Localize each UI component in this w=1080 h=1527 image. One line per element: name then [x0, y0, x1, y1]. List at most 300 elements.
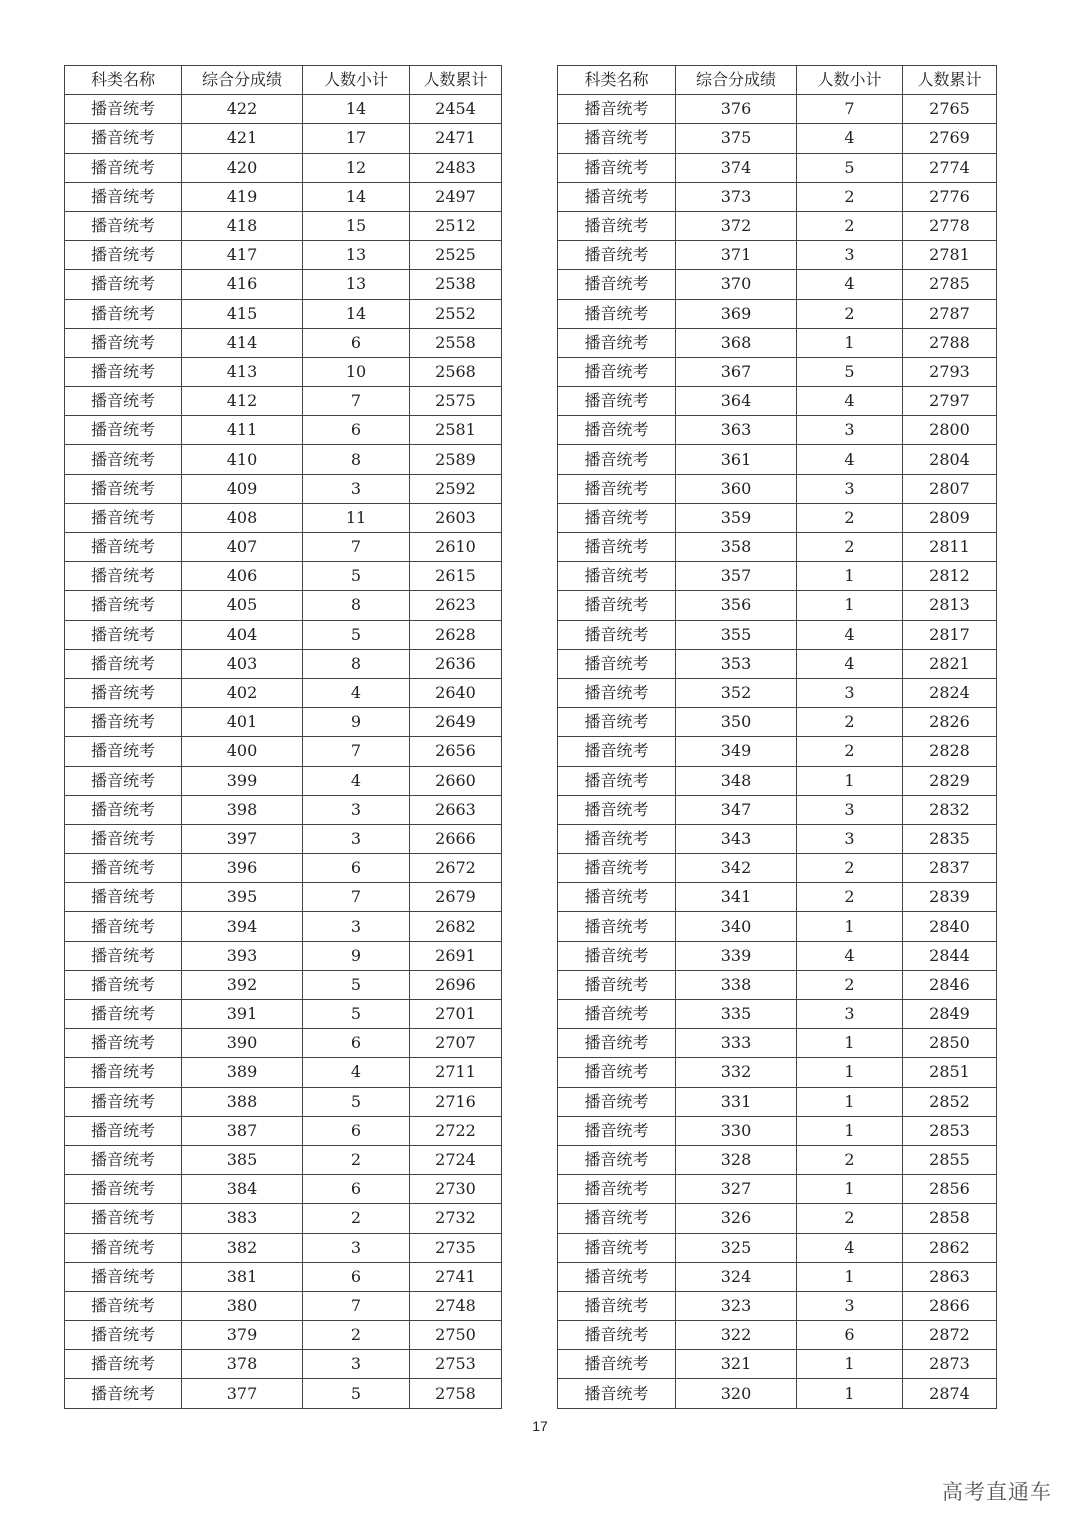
header-count: 人数小计 [303, 66, 410, 95]
cell-category: 播音统考 [65, 182, 182, 211]
table-row [558, 912, 997, 941]
table-body-right [558, 95, 997, 1408]
cell-cumulative: 2866 [903, 1291, 997, 1320]
cell-count: 4 [797, 649, 903, 678]
table-header-row [65, 66, 502, 95]
cell-category: 播音统考 [65, 1000, 182, 1029]
cell-score: 332 [676, 1058, 797, 1087]
cell-count: 13 [303, 270, 410, 299]
cell-category: 播音统考 [65, 591, 182, 620]
table-row [65, 591, 502, 620]
cell-count: 7 [303, 387, 410, 416]
cell-category: 播音统考 [65, 649, 182, 678]
table-row [558, 708, 997, 737]
header-category: 科类名称 [558, 66, 676, 95]
cell-score: 383 [182, 1204, 303, 1233]
cell-count: 1 [797, 1116, 903, 1145]
table-row [65, 241, 502, 270]
cell-category: 播音统考 [65, 474, 182, 503]
cell-count: 2 [797, 883, 903, 912]
cell-score: 376 [676, 95, 797, 124]
table-row [65, 1321, 502, 1350]
table-row [558, 1145, 997, 1174]
table-row [65, 766, 502, 795]
cell-cumulative: 2829 [903, 766, 997, 795]
table-row [558, 124, 997, 153]
table-row [65, 211, 502, 240]
cell-score: 352 [676, 678, 797, 707]
cell-cumulative: 2724 [410, 1145, 502, 1174]
cell-cumulative: 2788 [903, 328, 997, 357]
cell-category: 播音统考 [65, 299, 182, 328]
cell-score: 422 [182, 95, 303, 124]
cell-score: 348 [676, 766, 797, 795]
cell-score: 396 [182, 854, 303, 883]
table-row [558, 591, 997, 620]
table-row [558, 883, 997, 912]
cell-category: 播音统考 [65, 1321, 182, 1350]
cell-category: 播音统考 [558, 678, 676, 707]
cell-category: 播音统考 [65, 241, 182, 270]
cell-score: 385 [182, 1145, 303, 1174]
cell-cumulative: 2454 [410, 95, 502, 124]
cell-count: 7 [303, 1291, 410, 1320]
table-row [558, 1204, 997, 1233]
table-row [65, 1058, 502, 1087]
cell-score: 367 [676, 357, 797, 386]
cell-category: 播音统考 [558, 474, 676, 503]
table-row [65, 1262, 502, 1291]
cell-score: 330 [676, 1116, 797, 1145]
cell-count: 6 [303, 416, 410, 445]
cell-cumulative: 2785 [903, 270, 997, 299]
cell-score: 412 [182, 387, 303, 416]
cell-count: 1 [797, 1262, 903, 1291]
table-row [65, 649, 502, 678]
cell-count: 2 [797, 708, 903, 737]
cell-cumulative: 2839 [903, 883, 997, 912]
cell-cumulative: 2750 [410, 1321, 502, 1350]
cell-category: 播音统考 [65, 1029, 182, 1058]
table-row [65, 1291, 502, 1320]
table-row [65, 1087, 502, 1116]
cell-category: 播音统考 [558, 941, 676, 970]
table-row [558, 445, 997, 474]
cell-count: 1 [797, 912, 903, 941]
cell-score: 392 [182, 970, 303, 999]
cell-cumulative: 2701 [410, 1000, 502, 1029]
cell-category: 播音统考 [558, 1175, 676, 1204]
cell-count: 15 [303, 211, 410, 240]
cell-count: 3 [303, 1350, 410, 1379]
cell-score: 321 [676, 1350, 797, 1379]
table-row [65, 883, 502, 912]
table-row [65, 737, 502, 766]
cell-score: 339 [676, 941, 797, 970]
cell-category: 播音统考 [65, 854, 182, 883]
cell-cumulative: 2660 [410, 766, 502, 795]
table-row [65, 270, 502, 299]
cell-score: 325 [676, 1233, 797, 1262]
cell-score: 342 [676, 854, 797, 883]
cell-category: 播音统考 [558, 328, 676, 357]
cell-cumulative: 2832 [903, 795, 997, 824]
cell-cumulative: 2835 [903, 824, 997, 853]
cell-count: 3 [303, 795, 410, 824]
cell-category: 播音统考 [65, 795, 182, 824]
cell-count: 7 [303, 883, 410, 912]
cell-count: 5 [303, 562, 410, 591]
cell-score: 415 [182, 299, 303, 328]
cell-cumulative: 2828 [903, 737, 997, 766]
cell-score: 368 [676, 328, 797, 357]
table-row [65, 503, 502, 532]
cell-count: 3 [303, 1233, 410, 1262]
table-row [65, 1379, 502, 1408]
cell-score: 331 [676, 1087, 797, 1116]
cell-count: 4 [797, 941, 903, 970]
cell-cumulative: 2610 [410, 533, 502, 562]
cell-category: 播音统考 [558, 1204, 676, 1233]
cell-count: 4 [303, 678, 410, 707]
cell-count: 1 [797, 1379, 903, 1408]
cell-category: 播音统考 [558, 1379, 676, 1408]
cell-cumulative: 2722 [410, 1116, 502, 1145]
cell-score: 327 [676, 1175, 797, 1204]
table-row [65, 1029, 502, 1058]
cell-count: 6 [797, 1321, 903, 1350]
cell-cumulative: 2769 [903, 124, 997, 153]
table-row [558, 649, 997, 678]
cell-cumulative: 2581 [410, 416, 502, 445]
cell-cumulative: 2732 [410, 1204, 502, 1233]
cell-score: 418 [182, 211, 303, 240]
table-row [558, 503, 997, 532]
cell-category: 播音统考 [65, 1350, 182, 1379]
cell-cumulative: 2774 [903, 153, 997, 182]
cell-count: 14 [303, 299, 410, 328]
table-row [65, 1233, 502, 1262]
cell-count: 5 [303, 1000, 410, 1029]
cell-count: 4 [797, 387, 903, 416]
cell-count: 2 [797, 737, 903, 766]
cell-score: 326 [676, 1204, 797, 1233]
cell-cumulative: 2753 [410, 1350, 502, 1379]
cell-score: 410 [182, 445, 303, 474]
table-row [65, 328, 502, 357]
cell-category: 播音统考 [65, 95, 182, 124]
cell-count: 6 [303, 1116, 410, 1145]
cell-score: 355 [676, 620, 797, 649]
cell-count: 6 [303, 1262, 410, 1291]
header-count: 人数小计 [797, 66, 903, 95]
watermark-text: 高考直通车 [942, 1480, 1052, 1504]
cell-cumulative: 2707 [410, 1029, 502, 1058]
cell-count: 13 [303, 241, 410, 270]
cell-count: 1 [797, 1175, 903, 1204]
cell-cumulative: 2666 [410, 824, 502, 853]
cell-cumulative: 2589 [410, 445, 502, 474]
cell-cumulative: 2615 [410, 562, 502, 591]
cell-score: 320 [676, 1379, 797, 1408]
table-row [65, 1145, 502, 1174]
cell-score: 388 [182, 1087, 303, 1116]
cell-count: 1 [797, 1087, 903, 1116]
table-row [558, 1116, 997, 1145]
cell-category: 播音统考 [558, 416, 676, 445]
cell-cumulative: 2844 [903, 941, 997, 970]
cell-score: 399 [182, 766, 303, 795]
cell-count: 1 [797, 766, 903, 795]
cell-score: 324 [676, 1262, 797, 1291]
cell-cumulative: 2623 [410, 591, 502, 620]
cell-score: 409 [182, 474, 303, 503]
cell-count: 2 [797, 854, 903, 883]
cell-count: 4 [797, 445, 903, 474]
table-row [558, 941, 997, 970]
cell-score: 358 [676, 533, 797, 562]
cell-count: 3 [797, 241, 903, 270]
cell-category: 播音统考 [558, 1029, 676, 1058]
cell-score: 323 [676, 1291, 797, 1320]
cell-count: 5 [797, 357, 903, 386]
cell-category: 播音统考 [558, 124, 676, 153]
cell-cumulative: 2538 [410, 270, 502, 299]
cell-cumulative: 2824 [903, 678, 997, 707]
table-row [558, 416, 997, 445]
cell-score: 350 [676, 708, 797, 737]
cell-count: 6 [303, 1029, 410, 1058]
cell-cumulative: 2851 [903, 1058, 997, 1087]
cell-count: 14 [303, 95, 410, 124]
cell-count: 9 [303, 708, 410, 737]
table-row [558, 1233, 997, 1262]
table-row [558, 1262, 997, 1291]
cell-count: 6 [303, 328, 410, 357]
cell-count: 4 [303, 766, 410, 795]
cell-category: 播音统考 [65, 211, 182, 240]
cell-cumulative: 2603 [410, 503, 502, 532]
cell-count: 11 [303, 503, 410, 532]
cell-cumulative: 2592 [410, 474, 502, 503]
cell-score: 360 [676, 474, 797, 503]
cell-count: 4 [303, 1058, 410, 1087]
cell-score: 357 [676, 562, 797, 591]
table-row [65, 387, 502, 416]
cell-count: 3 [303, 824, 410, 853]
cell-score: 341 [676, 883, 797, 912]
cell-count: 10 [303, 357, 410, 386]
table-row [558, 357, 997, 386]
cell-category: 播音统考 [558, 912, 676, 941]
cell-count: 14 [303, 182, 410, 211]
cell-count: 4 [797, 1233, 903, 1262]
cell-score: 382 [182, 1233, 303, 1262]
cell-cumulative: 2797 [903, 387, 997, 416]
cell-count: 7 [303, 737, 410, 766]
cell-cumulative: 2817 [903, 620, 997, 649]
cell-cumulative: 2855 [903, 1145, 997, 1174]
cell-score: 401 [182, 708, 303, 737]
cell-score: 363 [676, 416, 797, 445]
cell-score: 417 [182, 241, 303, 270]
cell-category: 播音统考 [65, 1058, 182, 1087]
table-row [65, 678, 502, 707]
cell-category: 播音统考 [558, 970, 676, 999]
cell-cumulative: 2497 [410, 182, 502, 211]
cell-cumulative: 2776 [903, 182, 997, 211]
cell-score: 411 [182, 416, 303, 445]
table-row [558, 153, 997, 182]
cell-score: 390 [182, 1029, 303, 1058]
table-row [65, 824, 502, 853]
cell-count: 2 [303, 1145, 410, 1174]
cell-cumulative: 2874 [903, 1379, 997, 1408]
cell-count: 2 [797, 1145, 903, 1174]
cell-count: 2 [797, 503, 903, 532]
cell-cumulative: 2649 [410, 708, 502, 737]
table-row [558, 1058, 997, 1087]
cell-cumulative: 2512 [410, 211, 502, 240]
cell-category: 播音统考 [558, 95, 676, 124]
header-score: 综合分成绩 [182, 66, 303, 95]
cell-cumulative: 2862 [903, 1233, 997, 1262]
cell-score: 397 [182, 824, 303, 853]
cell-score: 421 [182, 124, 303, 153]
cell-score: 393 [182, 941, 303, 970]
cell-cumulative: 2672 [410, 854, 502, 883]
table-row [558, 1379, 997, 1408]
cell-cumulative: 2558 [410, 328, 502, 357]
cell-cumulative: 2471 [410, 124, 502, 153]
cell-score: 378 [182, 1350, 303, 1379]
cell-cumulative: 2840 [903, 912, 997, 941]
cell-category: 播音统考 [558, 649, 676, 678]
cell-score: 403 [182, 649, 303, 678]
cell-count: 3 [797, 1000, 903, 1029]
table-row [65, 854, 502, 883]
cell-category: 播音统考 [558, 620, 676, 649]
table-row [558, 474, 997, 503]
cell-count: 3 [797, 416, 903, 445]
cell-score: 407 [182, 533, 303, 562]
cell-category: 播音统考 [65, 562, 182, 591]
cell-cumulative: 2483 [410, 153, 502, 182]
cell-category: 播音统考 [65, 1291, 182, 1320]
table-row [65, 445, 502, 474]
score-table-right [557, 65, 997, 1409]
cell-category: 播音统考 [558, 883, 676, 912]
cell-cumulative: 2863 [903, 1262, 997, 1291]
cell-category: 播音统考 [65, 1233, 182, 1262]
cell-score: 384 [182, 1175, 303, 1204]
cell-cumulative: 2846 [903, 970, 997, 999]
cell-category: 播音统考 [558, 153, 676, 182]
cell-count: 2 [797, 1204, 903, 1233]
cell-category: 播音统考 [65, 1204, 182, 1233]
cell-category: 播音统考 [558, 737, 676, 766]
cell-score: 402 [182, 678, 303, 707]
cell-cumulative: 2850 [903, 1029, 997, 1058]
cell-cumulative: 2813 [903, 591, 997, 620]
cell-count: 2 [797, 182, 903, 211]
cell-category: 播音统考 [65, 1379, 182, 1408]
cell-score: 322 [676, 1321, 797, 1350]
cell-score: 373 [676, 182, 797, 211]
table-row [65, 153, 502, 182]
cell-cumulative: 2826 [903, 708, 997, 737]
cell-count: 2 [797, 970, 903, 999]
cell-count: 3 [797, 474, 903, 503]
cell-count: 1 [797, 562, 903, 591]
cell-score: 372 [676, 211, 797, 240]
table-row [65, 795, 502, 824]
cell-category: 播音统考 [558, 533, 676, 562]
cell-cumulative: 2811 [903, 533, 997, 562]
cell-score: 404 [182, 620, 303, 649]
cell-score: 398 [182, 795, 303, 824]
cell-cumulative: 2809 [903, 503, 997, 532]
cell-cumulative: 2568 [410, 357, 502, 386]
cell-category: 播音统考 [558, 1262, 676, 1291]
cell-count: 1 [797, 1058, 903, 1087]
table-row [558, 970, 997, 999]
cell-score: 333 [676, 1029, 797, 1058]
cell-count: 3 [303, 474, 410, 503]
cell-count: 8 [303, 591, 410, 620]
cell-cumulative: 2711 [410, 1058, 502, 1087]
table-row [558, 678, 997, 707]
cell-category: 播音统考 [65, 1087, 182, 1116]
table-row [65, 1116, 502, 1145]
cell-category: 播音统考 [65, 153, 182, 182]
cell-category: 播音统考 [65, 766, 182, 795]
cell-cumulative: 2636 [410, 649, 502, 678]
cell-cumulative: 2552 [410, 299, 502, 328]
cell-category: 播音统考 [558, 270, 676, 299]
cell-cumulative: 2656 [410, 737, 502, 766]
cell-category: 播音统考 [65, 708, 182, 737]
cell-count: 5 [303, 970, 410, 999]
cell-count: 5 [797, 153, 903, 182]
cell-count: 1 [797, 591, 903, 620]
table-row [65, 620, 502, 649]
cell-category: 播音统考 [558, 445, 676, 474]
cell-cumulative: 2691 [410, 941, 502, 970]
table-row [65, 416, 502, 445]
cell-category: 播音统考 [65, 1145, 182, 1174]
cell-category: 播音统考 [558, 299, 676, 328]
cell-cumulative: 2821 [903, 649, 997, 678]
cell-category: 播音统考 [558, 795, 676, 824]
cell-category: 播音统考 [558, 1233, 676, 1262]
table-row [65, 182, 502, 211]
cell-category: 播音统考 [65, 416, 182, 445]
cell-score: 328 [676, 1145, 797, 1174]
table-row [558, 620, 997, 649]
cell-cumulative: 2781 [903, 241, 997, 270]
cell-count: 1 [797, 1350, 903, 1379]
cell-category: 播音统考 [558, 1350, 676, 1379]
cell-category: 播音统考 [558, 357, 676, 386]
cell-score: 419 [182, 182, 303, 211]
header-category: 科类名称 [65, 66, 182, 95]
table-row [65, 124, 502, 153]
cell-count: 8 [303, 445, 410, 474]
cell-category: 播音统考 [558, 1087, 676, 1116]
cell-category: 播音统考 [65, 970, 182, 999]
table-row [65, 1350, 502, 1379]
